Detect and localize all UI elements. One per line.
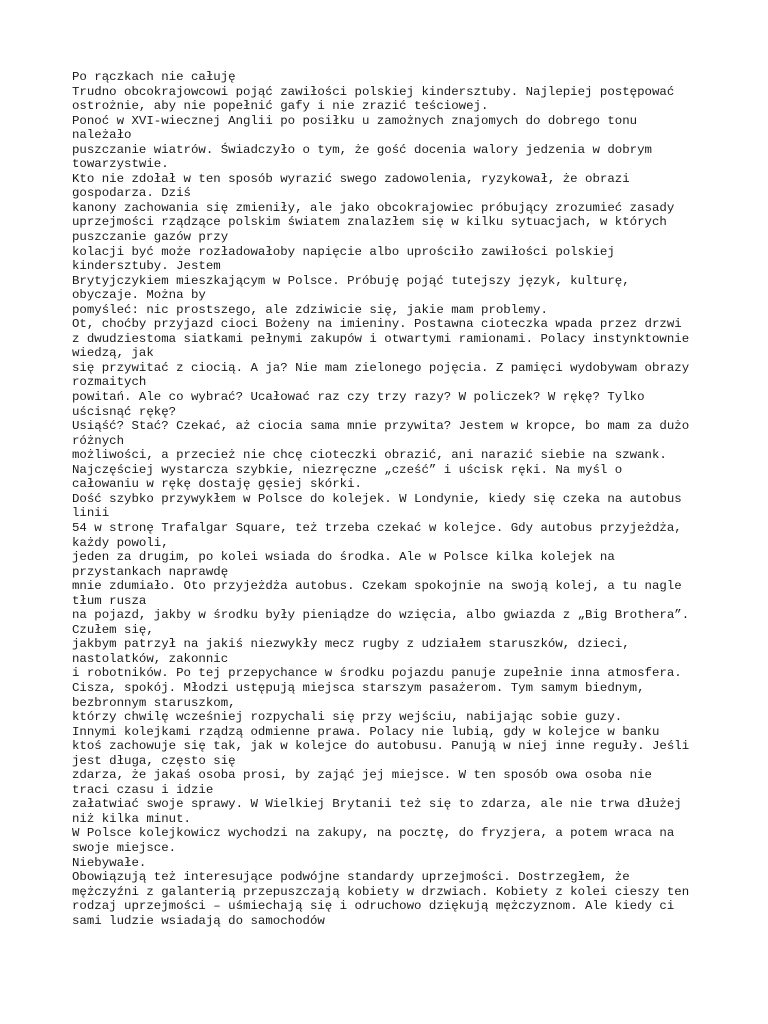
text-line: 54 w stronę Trafalgar Square, też trzeba czekać w kolejce. Gdy autobus przyjeżdża, <box>72 520 682 535</box>
text-line: którzy chwilę wcześniej rozpychali się przy wejściu, nabijając sobie guzy. <box>72 710 623 725</box>
text-line: przystankach naprawdę <box>72 564 229 579</box>
text-line: uścisnąć rękę? <box>72 404 177 419</box>
text-line: gospodarza. Dziś <box>72 186 191 201</box>
text-line: kindersztuby. Jestem <box>72 259 221 274</box>
text-line: jest długa, często się <box>72 753 236 768</box>
text-line: mnie zdumiało. Oto przyjeżdża autobus. Czekam spokojnie na swoją kolej, a tu nagle <box>72 579 682 594</box>
document-title-line: Po rączkach nie całuję <box>72 70 236 84</box>
text-line: rodzaj uprzejmości – uśmiechają się i odruchowo dziękują mężczyznom. Ale kiedy ci <box>72 899 675 914</box>
document-text <box>72 70 702 928</box>
text-line: Trudno obcokrajowcowi pojąć zawiłości polskiej kindersztuby. Najlepiej postępować <box>72 84 675 99</box>
text-line: Brytyjczykiem mieszkającym w Polsce. Próbuję pojąć tutejszy język, kulturę, <box>72 273 630 288</box>
text-line: Obowiązują też interesujące podwójne standardy uprzejmości. Dostrzegłem, że <box>72 870 630 885</box>
text-line: możliwości, a przecież nie chcę cioteczki obrazić, ani narazić siebie na szwank. <box>72 448 667 463</box>
text-line: rozmaitych <box>72 375 147 390</box>
text-line: Ot, choćby przyjazd cioci Bożeny na imieniny. Postawna cioteczka wpada przez drzwi <box>72 317 682 332</box>
text-line: puszczanie wiatrów. Świadczyło o tym, że gość docenia walory jedzenia w dobrym <box>72 142 652 157</box>
text-line: Kto nie zdołał w ten sposób wyrazić swego zadowolenia, ryzykował, że obrazi <box>72 171 630 186</box>
text-line: różnych <box>72 433 125 448</box>
text-line: Innymi kolejkami rządzą odmienne prawa. Polacy nie lubią, gdy w kolejce w banku <box>72 724 660 739</box>
text-line: Czułem się, <box>72 622 154 637</box>
text-line: swoje miejsce. <box>72 840 177 855</box>
text-line: całowaniu w rękę dostaję gęsiej skórki. <box>72 477 362 492</box>
text-line: jakbym patrzył na jakiś niezwykły mecz rugby z udziałem staruszków, dzieci, <box>72 637 630 652</box>
text-line: niż kilka minut. <box>72 811 191 826</box>
text-line: W Polsce kolejkowicz wychodzi na zakupy, na pocztę, do fryzjera, a potem wraca na <box>72 826 675 841</box>
text-line: się przywitać z ciocią. A ja? Nie mam zielonego pojęcia. Z pamięci wydobywam obrazy <box>72 360 690 375</box>
text-line: tłum rusza <box>72 593 147 608</box>
text-line: kanony zachowania się zmieniły, ale jako obcokrajowiec próbujący zrozumieć zasady <box>72 200 675 215</box>
text-line: zdarza, że jakaś osoba prosi, by zająć jej miejsce. W ten sposób owa osoba nie <box>72 768 652 783</box>
text-line: z dwudziestoma siatkami pełnymi zakupów i otwartymi ramionami. Polacy instynktownie <box>72 331 690 346</box>
text-line: i robotników. Po tej przepychance w środku pojazdu panuje zupełnie inna atmosfera. <box>72 666 682 681</box>
text-line: każdy powoli, <box>72 535 169 550</box>
text-line: należało <box>72 128 132 143</box>
text-line: traci czasu i idzie <box>72 782 214 797</box>
text-line: uprzejmości rządzące polskim światem znalazłem się w kilku sytuacjach, w których <box>72 215 667 230</box>
text-line: na pojazd, jakby w środku były pieniądze do wzięcia, albo gwiazda z „Big Brothera”. <box>72 608 690 623</box>
text-line: Ponoć w XVI-wiecznej Anglii po posiłku u zamożnych znajomych do dobrego tonu <box>72 113 638 128</box>
text-line: mężczyźni z galanterią przepuszczają kobiety w drzwiach. Kobiety z kolei cieszy ten <box>72 884 690 899</box>
text-line: sami ludzie wsiadają do samochodów <box>72 913 325 928</box>
text-line: wiedzą, jak <box>72 346 154 361</box>
text-line: Usiąść? Stać? Czekać, aż ciocia sama mnie przywita? Jestem w kropce, bo mam za dużo <box>72 419 690 434</box>
text-line: Najczęściej wystarcza szybkie, niezręczne „cześć” i uścisk ręki. Na myśl o <box>72 462 623 477</box>
text-line: Dość szybko przywykłem w Polsce do kolejek. W Londynie, kiedy się czeka na autobus <box>72 491 682 506</box>
text-line: kolacji być może rozładowałoby napięcie albo uprościło zawiłości polskiej <box>72 244 615 259</box>
text-line: puszczanie gazów przy <box>72 230 229 245</box>
text-line: Cisza, spokój. Młodzi ustępują miejsca starszym pasażerom. Tym samym biednym, <box>72 680 645 695</box>
text-line: obyczaje. Można by <box>72 288 206 303</box>
text-line: nastolatków, zakonnic <box>72 651 229 666</box>
text-line: towarzystwie. <box>72 157 169 172</box>
text-line: pomyśleć: nic prostszego, ale zdziwicie się, jakie mam problemy. <box>72 302 548 317</box>
text-line: ktoś zachowuje się tak, jak w kolejce do autobusu. Panują w niej inne reguły. Jeśli <box>72 739 690 754</box>
text-line: załatwiać swoje sprawy. W Wielkiej Brytanii też się to zdarza, ale nie trwa dłużej <box>72 797 682 812</box>
text-line: linii <box>72 506 110 521</box>
text-line: ostrożnie, aby nie popełnić gafy i nie zrazić teściowej. <box>72 99 489 114</box>
text-line: jeden za drugim, po kolei wsiada do środka. Ale w Polsce kilka kolejek na <box>72 550 615 565</box>
text-line: powitań. Ale co wybrać? Ucałować raz czy trzy razy? W policzek? W rękę? Tylko <box>72 390 645 405</box>
text-line: Niebywałe. <box>72 855 147 870</box>
text-line: bezbronnym staruszkom, <box>72 695 236 710</box>
